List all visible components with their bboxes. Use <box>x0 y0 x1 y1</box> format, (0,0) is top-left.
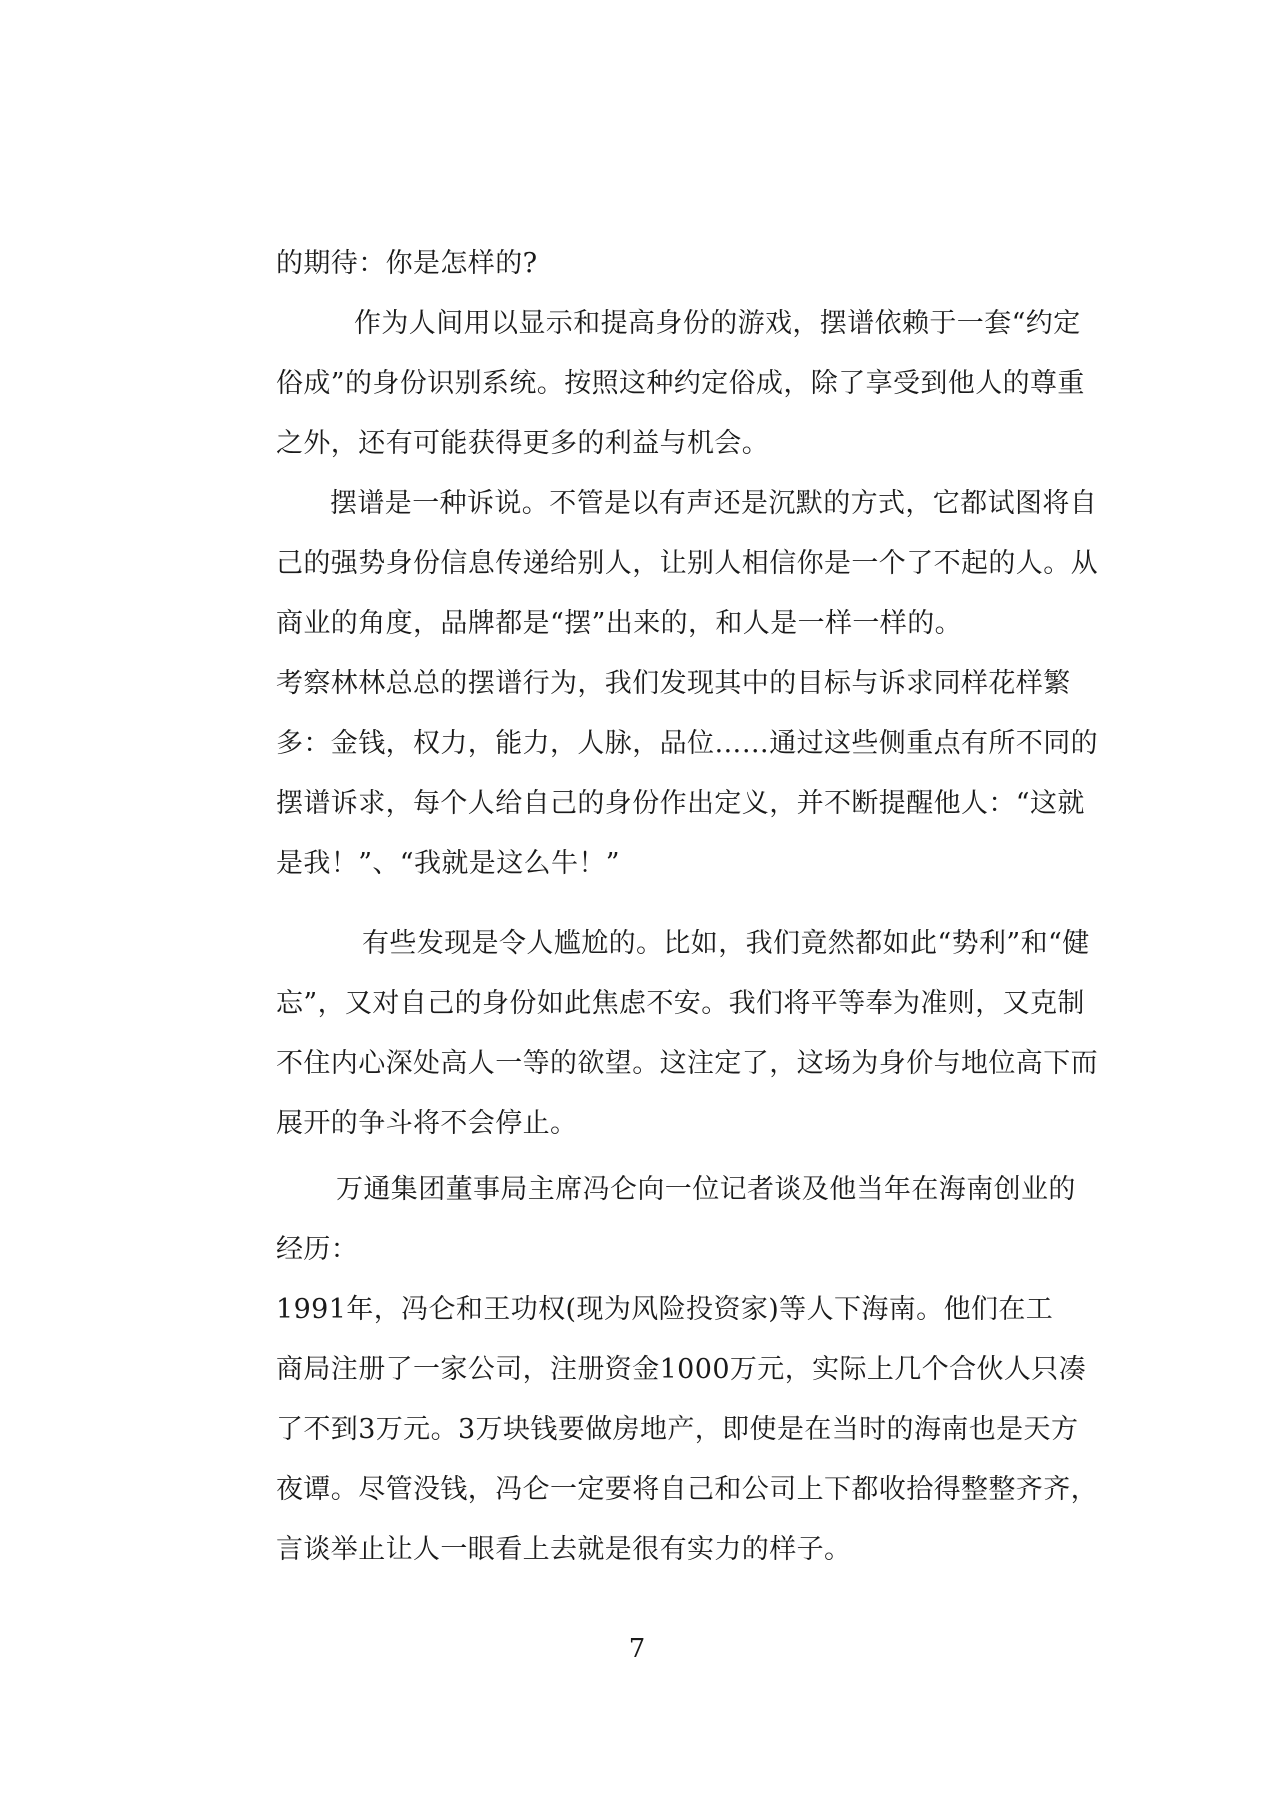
text-line: 商局注册了一家公司，注册资金1000万元，实际上几个合伙人只凑 <box>276 1354 1087 1385</box>
text-line: 摆谱诉求，每个人给自己的身份作出定义，并不断提醒他人：“这就 <box>276 788 1085 819</box>
text-line: 不住内心深处高人一等的欲望。这注定了，这场为身价与地位高下而 <box>276 1048 1098 1079</box>
text-line: 经历： <box>276 1234 359 1265</box>
text-line: 之外，还有可能获得更多的利益与机会。 <box>276 428 770 459</box>
paragraph-first-line: 摆谱是一种诉说。不管是以有声还是沉默的方式，它都试图将自 <box>330 488 1098 519</box>
text-line: 夜谭。尽管没钱，冯仑一定要将自己和公司上下都收拾得整整齐齐， <box>276 1474 1098 1505</box>
text-line: 多：金钱，权力，能力，人脉，品位……通过这些侧重点有所不同的 <box>276 728 1098 759</box>
text-line: 展开的争斗将不会停止。 <box>276 1108 578 1139</box>
text-line: 言谈举止让人一眼看上去就是很有实力的样子。 <box>276 1534 852 1565</box>
text-line: 己的强势身份信息传递给别人，让别人相信你是一个了不起的人。从 <box>276 548 1098 579</box>
text-line: 俗成”的身份识别系统。按照这种约定俗成，除了享受到他人的尊重 <box>276 368 1085 399</box>
text-line: 了不到3万元。3万块钱要做房地产，即使是在当时的海南也是天方 <box>276 1414 1079 1445</box>
text-line: 的期待：你是怎样的? <box>276 248 538 279</box>
page-number: 7 <box>628 1634 646 1664</box>
paragraph-first-line: 考察林林总总的摆谱行为，我们发现其中的目标与诉求同样花样繁 <box>276 668 1071 699</box>
text-line: 是我！”、“我就是这么牛！” <box>276 848 621 879</box>
text-line: 商业的角度，品牌都是“摆”出来的，和人是一样一样的。 <box>276 608 963 639</box>
paragraph-first-line: 有些发现是令人尴尬的。比如，我们竟然都如此“势利”和“健 <box>362 928 1090 959</box>
paragraph-first-line: 万通集团董事局主席冯仑向一位记者谈及他当年在海南创业的 <box>336 1174 1076 1205</box>
paragraph-first-line: 1991年，冯仑和王功权(现为风险投资家)等人下海南。他们在工 <box>276 1294 1054 1325</box>
paragraph-first-line: 作为人间用以显示和提高身份的游戏，摆谱依赖于一套“约定 <box>354 308 1081 339</box>
text-line: 忘”，又对自己的身份如此焦虑不安。我们将平等奉为准则，又克制 <box>276 988 1085 1019</box>
